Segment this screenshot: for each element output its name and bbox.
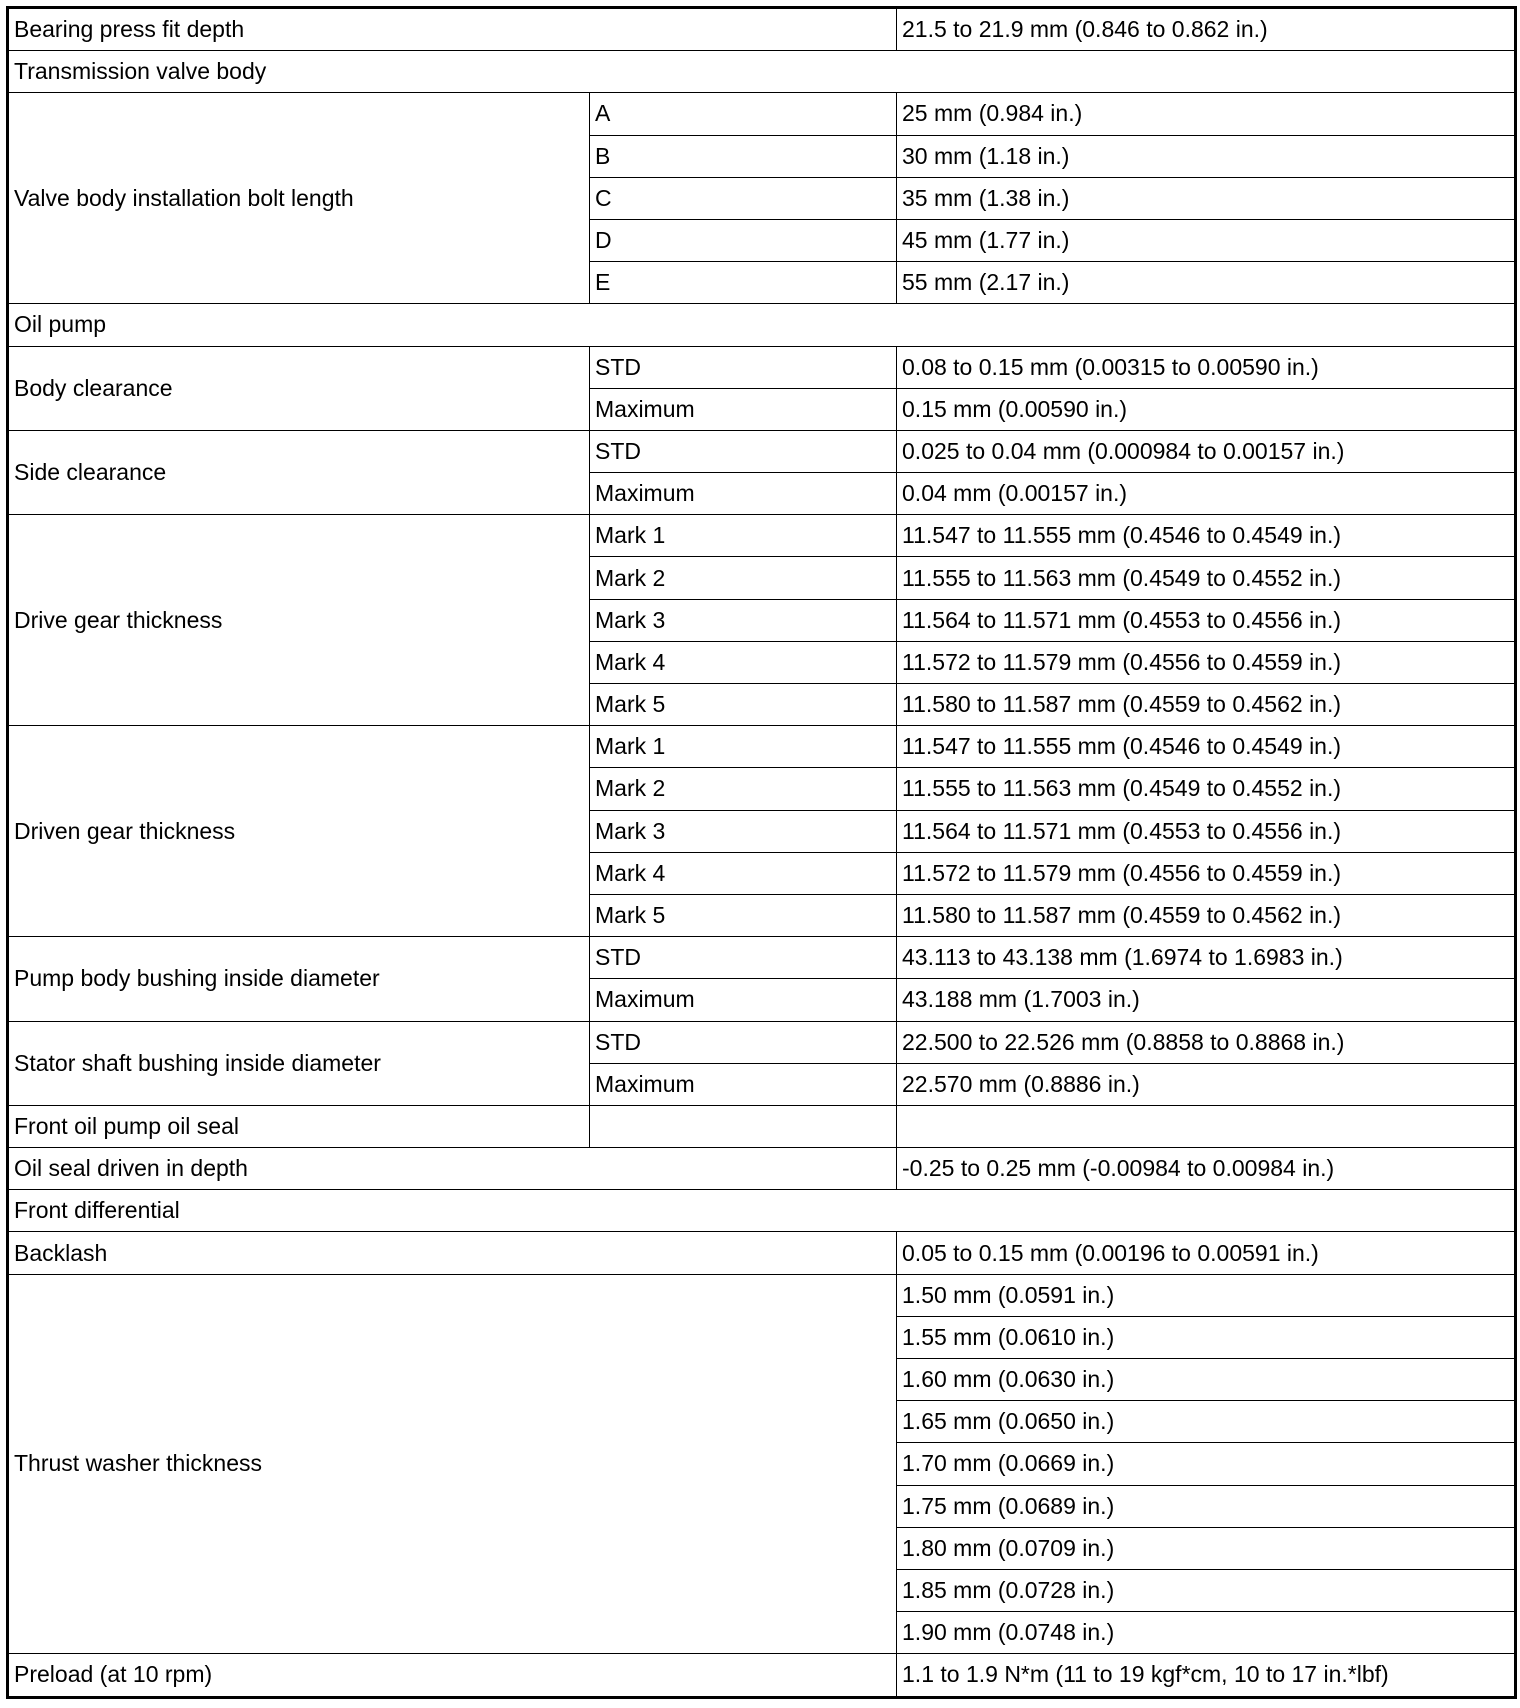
spec-value: 11.547 to 11.555 mm (0.4546 to 0.4549 in.) — [897, 515, 1516, 557]
spec-value: 0.04 mm (0.00157 in.) — [897, 473, 1516, 515]
spec-condition: Mark 1 — [590, 726, 897, 768]
table-row — [8, 93, 1516, 135]
table-row — [8, 1105, 1516, 1147]
spec-value: 1.50 mm (0.0591 in.) — [897, 1274, 1516, 1316]
spec-condition: B — [590, 135, 897, 177]
spec-label: Oil seal driven in depth — [8, 1148, 897, 1190]
spec-label: Preload (at 10 rpm) — [8, 1654, 897, 1697]
spec-value: 1.65 mm (0.0650 in.) — [897, 1401, 1516, 1443]
table-row — [8, 1654, 1516, 1697]
section-title: Oil pump — [8, 304, 1516, 346]
section-header-row — [8, 1190, 1516, 1232]
spec-label: Drive gear thickness — [8, 515, 590, 726]
spec-value: 1.75 mm (0.0689 in.) — [897, 1485, 1516, 1527]
spec-condition: Maximum — [590, 1063, 897, 1105]
spec-label: Valve body installation bolt length — [8, 93, 590, 304]
spec-value: 11.564 to 11.571 mm (0.4553 to 0.4556 in.) — [897, 599, 1516, 641]
spec-value: 0.025 to 0.04 mm (0.000984 to 0.00157 in.) — [897, 430, 1516, 472]
spec-value: 55 mm (2.17 in.) — [897, 262, 1516, 304]
spec-value: 43.188 mm (1.7003 in.) — [897, 979, 1516, 1021]
section-title: Transmission valve body — [8, 51, 1516, 93]
spec-value: 11.555 to 11.563 mm (0.4549 to 0.4552 in.) — [897, 768, 1516, 810]
spec-value: 22.570 mm (0.8886 in.) — [897, 1063, 1516, 1105]
spec-label: Bearing press fit depth — [8, 8, 897, 51]
spec-condition: STD — [590, 346, 897, 388]
spec-label: Backlash — [8, 1232, 897, 1274]
spec-label: Stator shaft bushing inside diameter — [8, 1021, 590, 1105]
spec-value: 25 mm (0.984 in.) — [897, 93, 1516, 135]
spec-condition: Mark 5 — [590, 684, 897, 726]
spec-value: 1.90 mm (0.0748 in.) — [897, 1612, 1516, 1654]
spec-condition: Mark 2 — [590, 557, 897, 599]
spec-table — [6, 6, 1517, 1699]
spec-value: 43.113 to 43.138 mm (1.6974 to 1.6983 in.) — [897, 937, 1516, 979]
spec-value: 11.572 to 11.579 mm (0.4556 to 0.4559 in.) — [897, 641, 1516, 683]
spec-condition: Mark 3 — [590, 810, 897, 852]
spec-value: 30 mm (1.18 in.) — [897, 135, 1516, 177]
table-row — [8, 346, 1516, 388]
spec-label: Pump body bushing inside diameter — [8, 937, 590, 1021]
spec-condition: Maximum — [590, 979, 897, 1021]
spec-condition: Maximum — [590, 388, 897, 430]
table-row — [8, 1148, 1516, 1190]
spec-value: 1.60 mm (0.0630 in.) — [897, 1359, 1516, 1401]
spec-condition: A — [590, 93, 897, 135]
spec-condition: Mark 3 — [590, 599, 897, 641]
spec-label: Thrust washer thickness — [8, 1274, 897, 1654]
table-row — [8, 1232, 1516, 1274]
spec-value: 1.55 mm (0.0610 in.) — [897, 1316, 1516, 1358]
table-row — [8, 937, 1516, 979]
spec-value: -0.25 to 0.25 mm (-0.00984 to 0.00984 in.) — [897, 1148, 1516, 1190]
spec-value: 22.500 to 22.526 mm (0.8858 to 0.8868 in.) — [897, 1021, 1516, 1063]
spec-condition: STD — [590, 430, 897, 472]
spec-condition: Mark 5 — [590, 894, 897, 936]
table-row — [8, 1021, 1516, 1063]
spec-value: 21.5 to 21.9 mm (0.846 to 0.862 in.) — [897, 8, 1516, 51]
spec-value: 1.85 mm (0.0728 in.) — [897, 1569, 1516, 1611]
spec-condition: Mark 4 — [590, 641, 897, 683]
spec-value: 1.70 mm (0.0669 in.) — [897, 1443, 1516, 1485]
spec-condition: STD — [590, 1021, 897, 1063]
spec-value: 0.15 mm (0.00590 in.) — [897, 388, 1516, 430]
spec-value: 0.08 to 0.15 mm (0.00315 to 0.00590 in.) — [897, 346, 1516, 388]
spec-condition: Mark 4 — [590, 852, 897, 894]
spec-value: 1.80 mm (0.0709 in.) — [897, 1527, 1516, 1569]
spec-condition — [590, 1105, 897, 1147]
spec-value: 0.05 to 0.15 mm (0.00196 to 0.00591 in.) — [897, 1232, 1516, 1274]
spec-condition: STD — [590, 937, 897, 979]
spec-value: 1.1 to 1.9 N*m (11 to 19 kgf*cm, 10 to 17 in.*lbf) — [897, 1654, 1516, 1697]
section-header-row — [8, 51, 1516, 93]
spec-label: Driven gear thickness — [8, 726, 590, 937]
section-title: Front differential — [8, 1190, 1516, 1232]
spec-condition: D — [590, 219, 897, 261]
spec-value: 11.555 to 11.563 mm (0.4549 to 0.4552 in.) — [897, 557, 1516, 599]
section-header-row — [8, 304, 1516, 346]
spec-condition: C — [590, 177, 897, 219]
spec-value: 11.572 to 11.579 mm (0.4556 to 0.4559 in.) — [897, 852, 1516, 894]
table-row — [8, 430, 1516, 472]
spec-value: 11.580 to 11.587 mm (0.4559 to 0.4562 in.) — [897, 684, 1516, 726]
spec-value: 11.564 to 11.571 mm (0.4553 to 0.4556 in.) — [897, 810, 1516, 852]
spec-condition: Maximum — [590, 473, 897, 515]
spec-value: 35 mm (1.38 in.) — [897, 177, 1516, 219]
table-row — [8, 8, 1516, 51]
spec-value: 11.547 to 11.555 mm (0.4546 to 0.4549 in.) — [897, 726, 1516, 768]
spec-label: Body clearance — [8, 346, 590, 430]
table-row — [8, 726, 1516, 768]
spec-value: 45 mm (1.77 in.) — [897, 219, 1516, 261]
table-row — [8, 1274, 1516, 1316]
spec-condition: Mark 2 — [590, 768, 897, 810]
table-row — [8, 515, 1516, 557]
spec-value — [897, 1105, 1516, 1147]
spec-condition: Mark 1 — [590, 515, 897, 557]
spec-label: Front oil pump oil seal — [8, 1105, 590, 1147]
spec-value: 11.580 to 11.587 mm (0.4559 to 0.4562 in.) — [897, 894, 1516, 936]
spec-condition: E — [590, 262, 897, 304]
spec-label: Side clearance — [8, 430, 590, 514]
